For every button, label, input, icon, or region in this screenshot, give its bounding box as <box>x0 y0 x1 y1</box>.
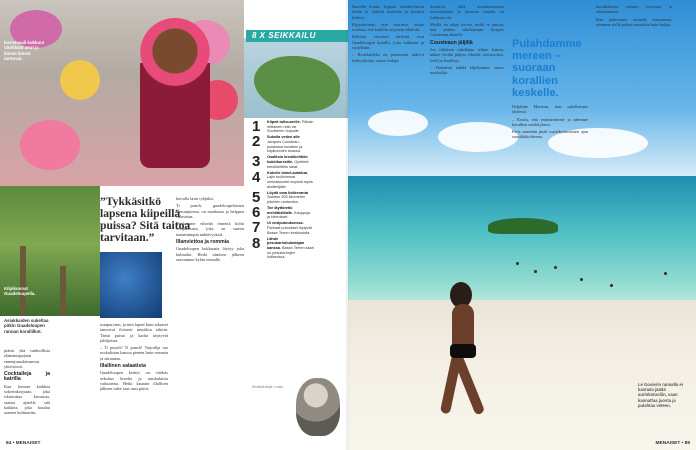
right-page <box>348 0 696 450</box>
rcol4-text2: Kun pääsemme rannalle katsomaan, näemme siellä paljon muutakin kuin kaloja. <box>596 16 672 27</box>
rcol4-text1: korallialueen sekaan, teoriassa jo aikaisemmin. <box>596 4 672 15</box>
carnival-caption: Karnevaali kukkuu! Värikkäät asut ja iloiset ilmeet tarttuvat. <box>4 40 45 62</box>
left-col-3 <box>176 196 244 264</box>
pull-quote-right: Pulahdamme mereen – suoraan korallien keskelle. <box>512 38 582 99</box>
costume-shape <box>20 120 80 170</box>
list-text: Opettele kreolikeittiön salat. <box>267 159 309 169</box>
list-title: Ui vesiputouksessa. <box>267 221 304 226</box>
runner-suit <box>450 344 476 358</box>
rcol2-text3: Jos vähäisen sukeltajan silmin katsoo, näkee vesillä paljon vihreää: meriruohoa, leviä ja koralleja. <box>430 47 504 63</box>
cloud-shape <box>368 110 428 136</box>
list-number: 7 <box>252 219 261 237</box>
list-text: Jacques Cousteau -puistossa korallien ja kilpikonnien seassa. <box>267 139 303 154</box>
flower-shape <box>60 60 100 100</box>
raccoon-photo <box>296 378 340 436</box>
list-text: Saarten 300 kilometrin pituinen rantaviiva. <box>267 195 305 204</box>
folio-right: MENAISET • 85 <box>655 441 690 446</box>
right-col-3 <box>512 104 588 142</box>
cloud-shape <box>438 122 518 152</box>
swimmer-shape <box>664 272 667 275</box>
list-number: 3 <box>252 153 261 171</box>
tree-trunk <box>60 266 66 316</box>
list-item <box>252 206 314 220</box>
list-number: 8 <box>252 234 261 252</box>
col3-text3: Vaeltamme vihreää rinnettä kohti vesiputousta, joka on saaren tunnetuimpia nähtävyyksiä. <box>176 221 244 237</box>
rcol1-text1: Saarella kiinni, hyppää ekoaktivismin käsiin ja yhdistä matkailu ja kestävä kehitys. <box>352 4 424 20</box>
col3-subhead: Illanviettoa ja rommia <box>176 239 230 246</box>
island-shape <box>254 56 340 112</box>
list-title: Löydä oma liekkeranta <box>267 190 308 195</box>
list-title: Lähde pesukarhutulustajan kanssa. <box>267 236 305 250</box>
adventure-list <box>252 120 314 261</box>
swimmer-shape <box>610 284 613 287</box>
col2-text1: rumpurytmi, ja niin lapset kuin aikuiset tanssivat iloisesti musiikin tahtiin. Tämä puisto ja kadut täyttyvät juhlijoista. <box>100 322 168 343</box>
list-title: Kiipeä tulivuorelle. <box>267 120 301 124</box>
runner-figure <box>434 282 494 432</box>
list-text: Kauppoja ja kierrokset. <box>267 210 311 220</box>
col1-lead: ptäisit yhä vanhoillisia elämäntapojaan ennenjumalaismessa yhteisössä. <box>4 348 50 369</box>
right-col-1 <box>352 4 424 65</box>
rcol3-text1: Delphine Marsean, kun sukellamme yhdessä. <box>512 104 588 115</box>
list-item <box>252 168 314 189</box>
col3-text2: Ti punch, guadeloupelaisten kansanjuoma, on maukasta ja helppoa valmistaa. <box>176 203 244 219</box>
list-item <box>252 234 314 260</box>
list-title: Kokeile laineLautailua. <box>267 170 308 175</box>
list-item <box>252 155 314 169</box>
garden-caption: Kilpikonnat Guadeloupella. <box>4 286 36 297</box>
folio-left: 84 • MENAISET <box>6 441 41 446</box>
rcol3-text3: Paris nimeään pitää vuosikymmenten ajan suosikkikohteena. <box>512 129 588 140</box>
beach-caption: Le Gosierin rannalla ei kannata jäädä aurinkotuoliin, vaan kannattaa juosta ja pulahtaa veteen. <box>638 382 683 408</box>
runner-leg <box>453 354 485 415</box>
photo-credit: Henkilö/Lähde: Lorem <box>252 385 284 389</box>
island-photo <box>244 38 348 118</box>
col2-text2: – Ti punch? Ti punch! Tarjoilija tuo ruokalistan kanssa pienen lasin rommia ja sitruunaa. <box>100 345 168 361</box>
rcol2-text2: Meillä on aikaa kertoa, miltä se tuntuu, kun pääsee sukeltamaan Jacques Cousteaun alueelle. <box>430 21 504 38</box>
list-number: 1 <box>252 118 261 135</box>
col3-text1: kerralla lasin tyhjäksi. <box>176 196 215 201</box>
sea-area <box>348 176 696 316</box>
list-text: Basse-Terren saari on pesukarhujen kotiseutua. <box>267 246 314 260</box>
right-col-4 <box>596 4 672 29</box>
girl-figure <box>140 18 210 168</box>
list-number: 6 <box>252 204 261 222</box>
list-item <box>252 221 314 235</box>
sand-area <box>348 300 696 450</box>
left-col-1 <box>4 348 50 418</box>
list-number: 5 <box>252 188 261 206</box>
rcol2-text4: – Haluaisin nähdä kilpikonnia, sanoo matkailija. <box>430 64 504 76</box>
rcol1-text2: Kipyttävämpi ovat seurassa, mutta osoittaa, että kaikilla on jotain tehtävää. <box>352 21 424 33</box>
carnival-photo <box>0 0 244 186</box>
feature-tag: 8 X SEIKKAILU <box>252 31 316 40</box>
rcol1-text3: Kaloista erityisen tärkeitä ovat Guadeloupen korallit, joita tutkitaan ja suojellaan. <box>352 34 424 51</box>
col1-subhead: Cocktaileja ja katrilla <box>4 371 50 383</box>
col1-text: Kun kuvaan kaikkea sokerinkorjuuta, joka rikastuttaa kuvausta, saatan ajatella sitä kaikkea, joka kuuluu saarten kulttuuriin. <box>4 383 50 416</box>
rcol2-text1: ilmaston, tällä monimuotoisen merenelämän ja luonnon suojelu on kaikkien etu. <box>430 4 504 20</box>
page-gutter <box>346 0 350 450</box>
swimmer-shape <box>554 266 557 269</box>
swimmer-shape <box>516 262 519 265</box>
list-number: 4 <box>252 168 261 186</box>
rcol2-subhead: Cousteaun jäljillä <box>430 39 473 46</box>
col3-text4: Guadeloupen kokkausta löytyy joka kulmalta. Hetki uimisen jälkeen saavumme kylän reunalle. <box>176 246 244 262</box>
list-title: Tee läyttöretki mehiläistilalle. <box>267 206 293 215</box>
list-text: Parhaat putoukset löytyvät Basse-Terren keskiosista. <box>267 226 312 235</box>
col2-subhead: Illallinen salaatista <box>100 363 146 370</box>
tree-trunk <box>20 246 26 316</box>
swimmer-shape <box>580 278 583 281</box>
fish-photo <box>100 252 162 318</box>
list-number: 2 <box>252 133 261 151</box>
list-text: Päivän mittainen retki vie Soufrièren huipulle. <box>267 120 314 134</box>
rcol3-text2: – Koulu, että ymmärrämme ja näemme korallien merkityksen. <box>512 116 588 127</box>
fish-caption: Asiakkaiden sukeltaa pitkin Guadeloupen rannan korallilkot. <box>4 318 49 334</box>
islet-shape <box>488 218 558 234</box>
left-col-2 <box>100 322 168 394</box>
col2-text3: Guadeloupen keittiö on värikäs sekoitus kreolia ja ranskalaisia vaikutteita. Hetki kauniin illallisen jälkeen tulee taas uusi päivä. <box>100 370 168 392</box>
right-col-2 <box>430 4 504 78</box>
rcol1-text4: – Biotekniikka on paremmin näkyvä kehityskohta, sanoo tutkija. <box>352 52 424 63</box>
list-title: Osallistu kreolikeittiön kokkikurssille. <box>267 155 308 164</box>
garden-photo <box>0 186 100 316</box>
pull-quote-left: ”Tykkäsitkö lapsena kiipeillä puissa? Sitä taitoa tarvitaan.” <box>100 195 191 244</box>
list-item <box>252 188 314 206</box>
list-text: Lajin tuulisimmat ominaisuudet sopivat myös aloittelijalle. <box>267 175 313 189</box>
list-title: Sukella veden alle <box>267 135 300 140</box>
list-item <box>252 135 314 153</box>
swimmer-shape <box>534 270 537 273</box>
list-item <box>252 120 314 134</box>
